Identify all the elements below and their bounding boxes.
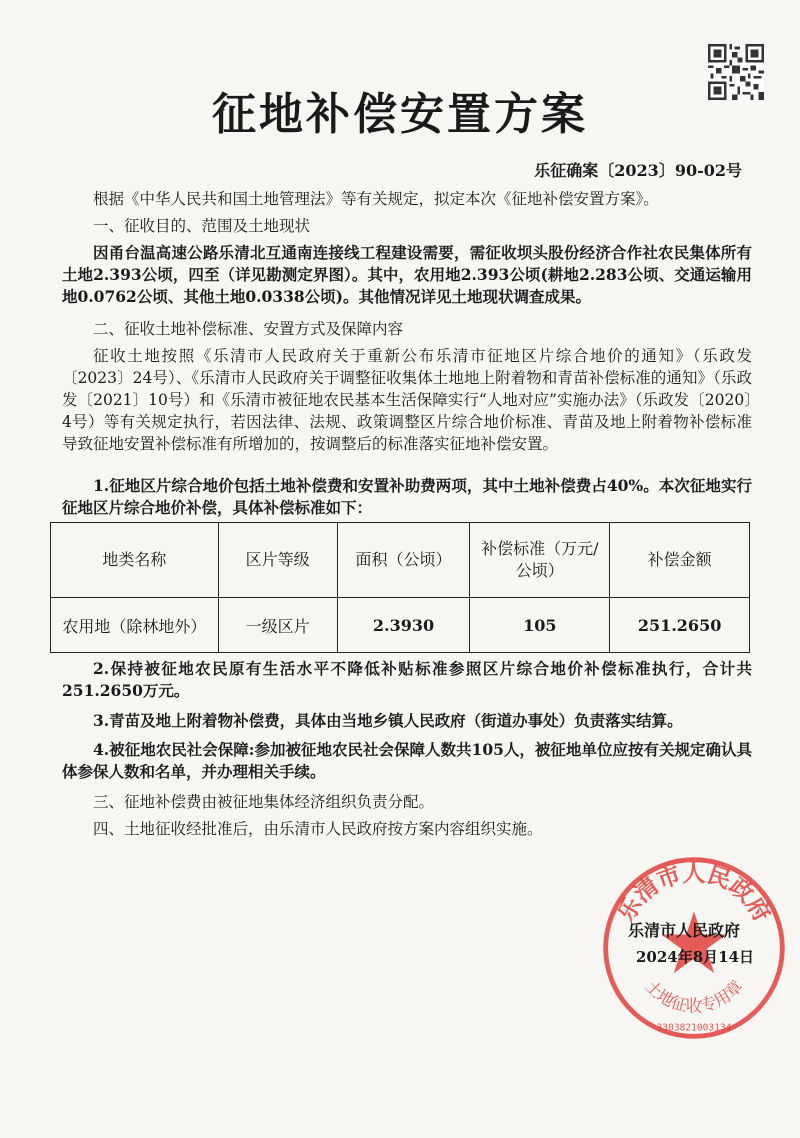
section-2-heading: 二、征收土地补偿标准、安置方式及保障内容 — [93, 320, 404, 338]
intro-paragraph: 根据《中华人民共和国土地管理法》等有关规定，拟定本次《征地补偿安置方案》。 — [93, 190, 659, 208]
table-header-grade: 区片等级 — [218, 523, 337, 598]
signing-organization: 乐清市人民政府 — [628, 921, 741, 940]
compensation-table — [50, 522, 750, 653]
section-2-item-3: 3.青苗及地上附着物补偿费，具体由当地乡镇人民政府（街道办事处）负责落实结算。 — [93, 711, 683, 730]
section-4-heading: 四、土地征收经批准后，由乐清市人民政府按方案内容组织实施。 — [93, 820, 543, 838]
cell-standard: 105 — [470, 598, 610, 653]
table-row — [51, 598, 750, 653]
document-title: 征地补偿安置方案 — [212, 89, 588, 140]
section-2-item-1: 1.征地区片综合地价包括土地补偿费和安置补助费两项，其中土地补偿费占40%。本次征地实行征地区片综合地价补偿，具体补偿标准如下： — [62, 476, 752, 517]
cell-grade: 一级区片 — [218, 598, 337, 653]
section-2-item-4: 4.被征地农民社会保障:参加被征地农民社会保障人数共105人，被征地单位应按有关规定确认具体参保人数和名单，并办理相关手续。 — [62, 740, 752, 781]
section-1-heading: 一、征收目的、范围及土地现状 — [93, 217, 311, 235]
seal-top-text: 乐清市人民政府 — [613, 860, 775, 927]
cell-amount: 251.2650 — [610, 598, 750, 653]
table-header-area: 面积（公顷） — [337, 523, 470, 598]
table-header-land-type: 地类名称 — [51, 523, 219, 598]
section-3-heading: 三、征地补偿费由被征地集体经济组织负责分配。 — [93, 793, 435, 811]
section-1-body: 因甬台温高速公路乐清北互通南连接线工程建设需要，需征收坝头股份经济合作社农民集体所有土地2.393公顷，四至（详见勘测定界图）。其中，农用地2.393公顷(耕地2.283公顷、交通运输用地0.0762公顷、其他土地0.0338公顷)。其他情况详见土地现状调查成果。 — [62, 243, 752, 306]
section-2-item-2: 2.保持被征地农民原有生活水平不降低补贴标准参照区片综合地价补偿标准执行，合计共251.2650万元。 — [62, 659, 752, 700]
seal-code: 3303821003134 — [656, 1022, 732, 1034]
seal-bottom-text: 土地征收专用章 — [641, 976, 747, 1016]
document-number: 乐征确案〔2023〕90-02号 — [534, 161, 742, 180]
signing-date: 2024年8月14日 — [636, 948, 755, 966]
table-header-amount: 补偿金额 — [610, 523, 750, 598]
section-2-body: 征收土地按照《乐清市人民政府关于重新公布乐清市征地区片综合地价的通知》（乐政发〔2023〕24号）、《乐清市人民政府关于调整征收集体土地地上附着物和青苗补偿标准的通知》（乐政发〔2021〕10号）和《乐清市被征地农民基本生活保障实行“人地对应”实施办法》（乐政发〔2020〕4号）等有关规定执行，若因法律、法规、政策调整区片综合地价标准、青苗及地上附着物补偿标准导致征地安置补偿标准有所增加的，按调整后的标准落实征地补偿安置。 — [62, 347, 752, 453]
cell-area: 2.3930 — [337, 598, 470, 653]
table-header-standard: 补偿标准（万元/公顷） — [470, 523, 610, 598]
table-header-row — [51, 523, 750, 598]
svg-text:土地征收专用章 — [641, 977, 746, 1016]
cell-land-type: 农用地（除林地外） — [51, 598, 219, 653]
